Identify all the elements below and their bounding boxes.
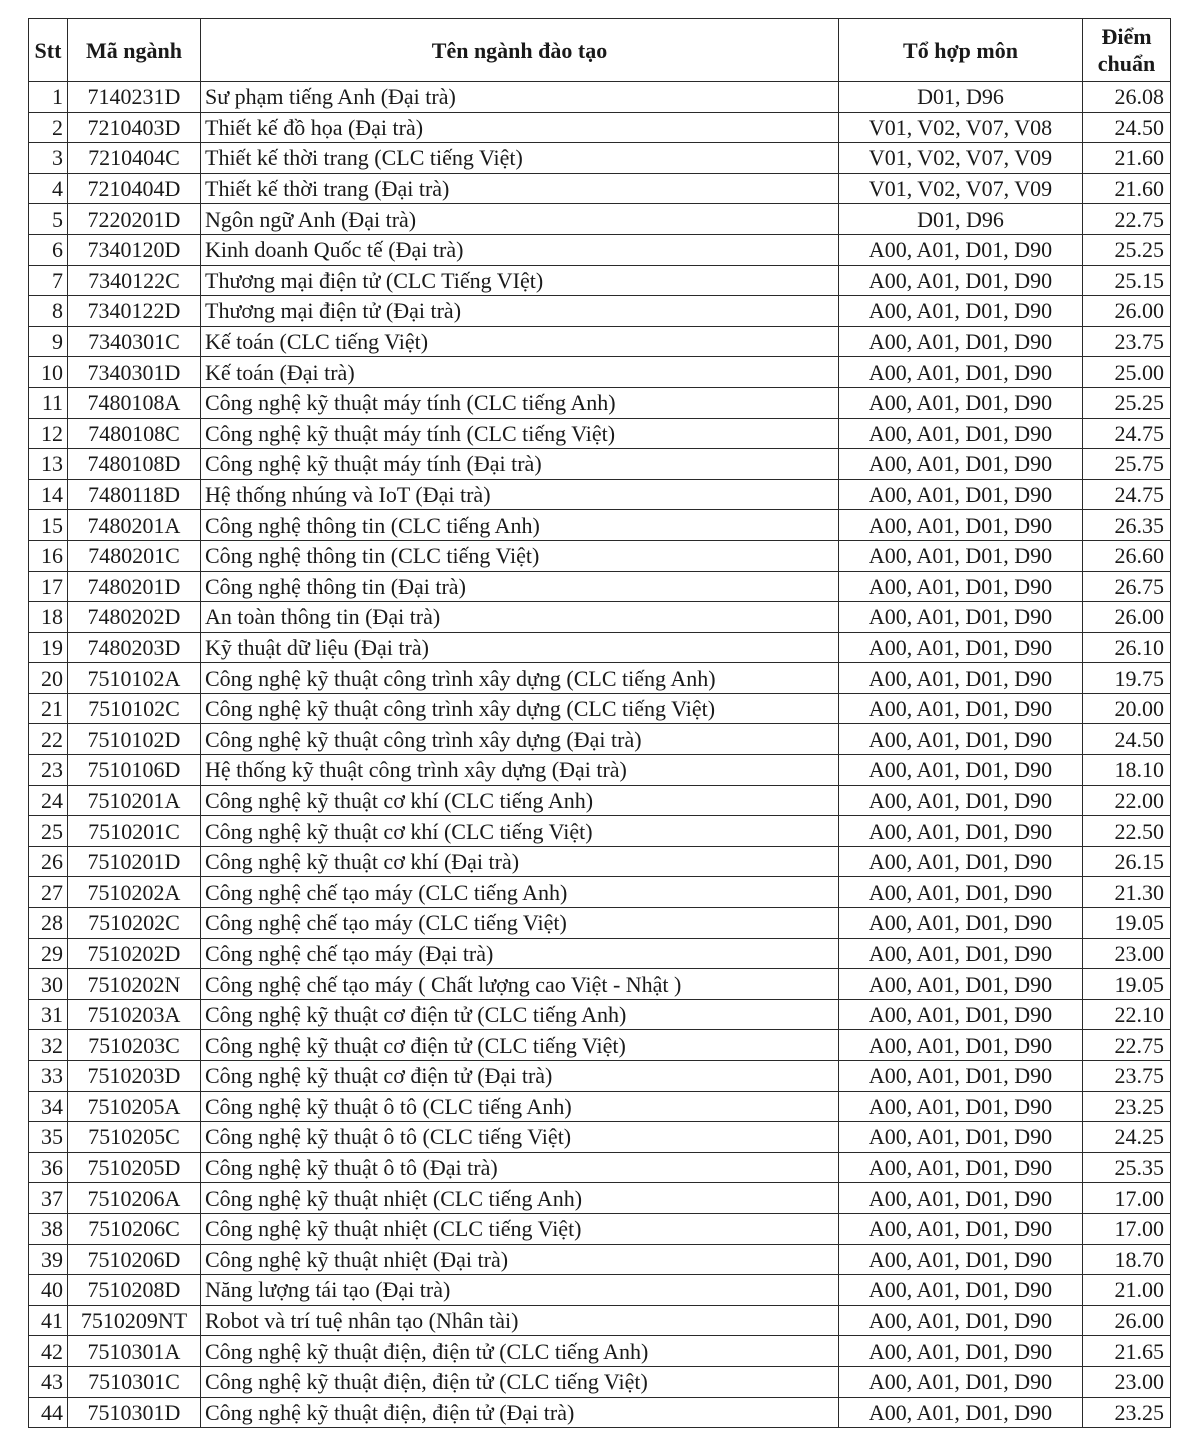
cell-major-name: Công nghệ kỹ thuật cơ khí (Đại trà) xyxy=(201,846,839,877)
cell-stt: 10 xyxy=(29,357,68,388)
table-row xyxy=(29,724,1171,755)
cell-major-code: 7340120D xyxy=(68,234,201,265)
cell-stt: 16 xyxy=(29,540,68,571)
table-row xyxy=(29,173,1171,204)
cell-cutoff-score: 26.75 xyxy=(1083,571,1171,602)
cell-major-name: Công nghệ kỹ thuật công trình xây dựng (Đại trà) xyxy=(201,724,839,755)
table-row xyxy=(29,357,1171,388)
table-row xyxy=(29,112,1171,143)
cell-major-name: Thương mại điện tử (CLC Tiếng VIệt) xyxy=(201,265,839,296)
cell-cutoff-score: 17.00 xyxy=(1083,1183,1171,1214)
cell-cutoff-score: 22.75 xyxy=(1083,1030,1171,1061)
cell-subject-combination: A00, A01, D01, D90 xyxy=(839,1030,1083,1061)
cell-major-code: 7480108A xyxy=(68,387,201,418)
cell-stt: 39 xyxy=(29,1244,68,1275)
cell-cutoff-score: 25.35 xyxy=(1083,1152,1171,1183)
cell-cutoff-score: 26.35 xyxy=(1083,510,1171,541)
cell-major-name: Thiết kế thời trang (Đại trà) xyxy=(201,173,839,204)
cell-stt: 43 xyxy=(29,1366,68,1397)
cell-major-name: Robot và trí tuệ nhân tạo (Nhân tài) xyxy=(201,1305,839,1336)
cell-stt: 19 xyxy=(29,632,68,663)
cell-major-name: Công nghệ kỹ thuật ô tô (CLC tiếng Anh) xyxy=(201,1091,839,1122)
cell-stt: 23 xyxy=(29,755,68,786)
cell-major-code: 7510205D xyxy=(68,1152,201,1183)
cell-cutoff-score: 19.05 xyxy=(1083,908,1171,939)
cell-major-code: 7480118D xyxy=(68,479,201,510)
cell-subject-combination: A00, A01, D01, D90 xyxy=(839,1244,1083,1275)
cell-subject-combination: A00, A01, D01, D90 xyxy=(839,1336,1083,1367)
cell-major-name: Công nghệ kỹ thuật nhiệt (CLC tiếng Việt) xyxy=(201,1213,839,1244)
cell-stt: 21 xyxy=(29,693,68,724)
cell-cutoff-score: 23.75 xyxy=(1083,326,1171,357)
table-row xyxy=(29,969,1171,1000)
cell-cutoff-score: 23.25 xyxy=(1083,1397,1171,1428)
cell-major-code: 7510203A xyxy=(68,999,201,1030)
cell-subject-combination: A00, A01, D01, D90 xyxy=(839,724,1083,755)
cell-stt: 24 xyxy=(29,785,68,816)
cell-major-name: Hệ thống nhúng và IoT (Đại trà) xyxy=(201,479,839,510)
cell-major-code: 7510202A xyxy=(68,877,201,908)
cell-stt: 4 xyxy=(29,173,68,204)
cell-subject-combination: A00, A01, D01, D90 xyxy=(839,1366,1083,1397)
table-row xyxy=(29,1275,1171,1306)
cell-stt: 27 xyxy=(29,877,68,908)
cell-stt: 18 xyxy=(29,602,68,633)
cell-subject-combination: A00, A01, D01, D90 xyxy=(839,418,1083,449)
table-row xyxy=(29,326,1171,357)
cell-major-code: 7510209NT xyxy=(68,1305,201,1336)
table-row xyxy=(29,1061,1171,1092)
cell-cutoff-score: 18.10 xyxy=(1083,755,1171,786)
cell-stt: 13 xyxy=(29,449,68,480)
cell-major-code: 7510202N xyxy=(68,969,201,1000)
cell-major-code: 7480108C xyxy=(68,418,201,449)
cell-major-name: Ngôn ngữ Anh (Đại trà) xyxy=(201,204,839,235)
table-body xyxy=(29,82,1171,1428)
cell-major-code: 7480201C xyxy=(68,540,201,571)
cell-major-code: 7510201A xyxy=(68,785,201,816)
cell-major-name: Công nghệ thông tin (CLC tiếng Anh) xyxy=(201,510,839,541)
table-row xyxy=(29,785,1171,816)
table-row xyxy=(29,1122,1171,1153)
cell-cutoff-score: 25.00 xyxy=(1083,357,1171,388)
cell-stt: 8 xyxy=(29,296,68,327)
cell-stt: 35 xyxy=(29,1122,68,1153)
cell-subject-combination: A00, A01, D01, D90 xyxy=(839,877,1083,908)
cell-major-name: Hệ thống kỹ thuật công trình xây dựng (Đại trà) xyxy=(201,755,839,786)
cell-subject-combination: A00, A01, D01, D90 xyxy=(839,479,1083,510)
table-row xyxy=(29,1366,1171,1397)
cell-subject-combination: A00, A01, D01, D90 xyxy=(839,846,1083,877)
table-row xyxy=(29,846,1171,877)
cell-subject-combination: A00, A01, D01, D90 xyxy=(839,571,1083,602)
table-row xyxy=(29,479,1171,510)
cell-subject-combination: A00, A01, D01, D90 xyxy=(839,296,1083,327)
cell-major-name: Công nghệ kỹ thuật ô tô (Đại trà) xyxy=(201,1152,839,1183)
cell-cutoff-score: 19.05 xyxy=(1083,969,1171,1000)
cell-stt: 36 xyxy=(29,1152,68,1183)
cell-cutoff-score: 23.00 xyxy=(1083,938,1171,969)
cell-major-code: 7510301D xyxy=(68,1397,201,1428)
cell-major-name: Công nghệ chế tạo máy (Đại trà) xyxy=(201,938,839,969)
cell-cutoff-score: 21.65 xyxy=(1083,1336,1171,1367)
cell-major-name: Công nghệ thông tin (Đại trà) xyxy=(201,571,839,602)
cell-major-name: Công nghệ kỹ thuật cơ khí (CLC tiếng Việt) xyxy=(201,816,839,847)
cell-cutoff-score: 23.75 xyxy=(1083,1061,1171,1092)
cell-major-code: 7510206D xyxy=(68,1244,201,1275)
cell-cutoff-score: 22.75 xyxy=(1083,204,1171,235)
table-row xyxy=(29,602,1171,633)
admission-scores-sheet xyxy=(28,18,1171,1428)
cell-subject-combination: A00, A01, D01, D90 xyxy=(839,908,1083,939)
cell-major-name: Công nghệ chế tạo máy (CLC tiếng Anh) xyxy=(201,877,839,908)
cell-stt: 32 xyxy=(29,1030,68,1061)
cell-major-code: 7340122D xyxy=(68,296,201,327)
table-row xyxy=(29,1213,1171,1244)
cell-major-code: 7510206A xyxy=(68,1183,201,1214)
cell-stt: 40 xyxy=(29,1275,68,1306)
cell-major-name: Thương mại điện tử (Đại trà) xyxy=(201,296,839,327)
cell-cutoff-score: 23.25 xyxy=(1083,1091,1171,1122)
cell-stt: 17 xyxy=(29,571,68,602)
cell-subject-combination: A00, A01, D01, D90 xyxy=(839,816,1083,847)
cell-cutoff-score: 25.75 xyxy=(1083,449,1171,480)
cell-stt: 30 xyxy=(29,969,68,1000)
cell-cutoff-score: 25.25 xyxy=(1083,387,1171,418)
cell-subject-combination: A00, A01, D01, D90 xyxy=(839,999,1083,1030)
cell-major-code: 7480108D xyxy=(68,449,201,480)
cell-major-code: 7510102A xyxy=(68,663,201,694)
cell-cutoff-score: 18.70 xyxy=(1083,1244,1171,1275)
cell-subject-combination: V01, V02, V07, V09 xyxy=(839,173,1083,204)
cell-cutoff-score: 26.15 xyxy=(1083,846,1171,877)
cell-subject-combination: A00, A01, D01, D90 xyxy=(839,234,1083,265)
cell-stt: 6 xyxy=(29,234,68,265)
table-row xyxy=(29,265,1171,296)
cell-subject-combination: A00, A01, D01, D90 xyxy=(839,357,1083,388)
cell-major-code: 7510201D xyxy=(68,846,201,877)
cell-major-name: Công nghệ kỹ thuật cơ khí (CLC tiếng Anh) xyxy=(201,785,839,816)
cell-major-name: An toàn thông tin (Đại trà) xyxy=(201,602,839,633)
cell-major-name: Kế toán (CLC tiếng Việt) xyxy=(201,326,839,357)
cell-major-code: 7510202C xyxy=(68,908,201,939)
cell-cutoff-score: 17.00 xyxy=(1083,1213,1171,1244)
cell-major-code: 7510208D xyxy=(68,1275,201,1306)
cell-stt: 2 xyxy=(29,112,68,143)
cell-cutoff-score: 24.50 xyxy=(1083,724,1171,755)
cell-stt: 42 xyxy=(29,1336,68,1367)
cell-cutoff-score: 21.00 xyxy=(1083,1275,1171,1306)
cell-major-name: Công nghệ chế tạo máy ( Chất lượng cao Việt - Nhật ) xyxy=(201,969,839,1000)
cell-stt: 26 xyxy=(29,846,68,877)
cell-stt: 28 xyxy=(29,908,68,939)
cell-stt: 29 xyxy=(29,938,68,969)
cell-major-name: Công nghệ kỹ thuật điện, điện tử (Đại trà) xyxy=(201,1397,839,1428)
cell-stt: 3 xyxy=(29,143,68,174)
table-row xyxy=(29,204,1171,235)
table-row xyxy=(29,1244,1171,1275)
cell-major-name: Công nghệ kỹ thuật máy tính (CLC tiếng Việt) xyxy=(201,418,839,449)
cell-major-code: 7510203C xyxy=(68,1030,201,1061)
cell-cutoff-score: 21.60 xyxy=(1083,143,1171,174)
cell-stt: 38 xyxy=(29,1213,68,1244)
cell-major-name: Công nghệ kỹ thuật máy tính (CLC tiếng Anh) xyxy=(201,387,839,418)
header-row xyxy=(29,19,1171,82)
cell-subject-combination: A00, A01, D01, D90 xyxy=(839,449,1083,480)
cell-subject-combination: A00, A01, D01, D90 xyxy=(839,938,1083,969)
cell-major-code: 7210404C xyxy=(68,143,201,174)
cell-major-code: 7510202D xyxy=(68,938,201,969)
table-row xyxy=(29,82,1171,113)
cell-stt: 5 xyxy=(29,204,68,235)
cell-major-code: 7340122C xyxy=(68,265,201,296)
cell-cutoff-score: 26.08 xyxy=(1083,82,1171,113)
table-row xyxy=(29,143,1171,174)
table-row xyxy=(29,663,1171,694)
cell-cutoff-score: 22.00 xyxy=(1083,785,1171,816)
cell-cutoff-score: 21.30 xyxy=(1083,877,1171,908)
cell-major-name: Công nghệ kỹ thuật cơ điện tử (CLC tiếng Việt) xyxy=(201,1030,839,1061)
cell-major-name: Công nghệ kỹ thuật máy tính (Đại trà) xyxy=(201,449,839,480)
cell-major-code: 7510102D xyxy=(68,724,201,755)
table-row xyxy=(29,908,1171,939)
cell-major-name: Công nghệ kỹ thuật điện, điện tử (CLC tiếng Anh) xyxy=(201,1336,839,1367)
cell-subject-combination: A00, A01, D01, D90 xyxy=(839,1213,1083,1244)
cell-major-name: Thiết kế thời trang (CLC tiếng Việt) xyxy=(201,143,839,174)
cell-major-code: 7480201D xyxy=(68,571,201,602)
cell-subject-combination: A00, A01, D01, D90 xyxy=(839,755,1083,786)
cell-major-name: Công nghệ kỹ thuật điện, điện tử (CLC tiếng Việt) xyxy=(201,1366,839,1397)
cell-cutoff-score: 19.75 xyxy=(1083,663,1171,694)
table-row xyxy=(29,1336,1171,1367)
table-row xyxy=(29,234,1171,265)
table-row xyxy=(29,877,1171,908)
cell-cutoff-score: 21.60 xyxy=(1083,173,1171,204)
cell-major-code: 7480201A xyxy=(68,510,201,541)
cell-major-name: Công nghệ kỹ thuật nhiệt (Đại trà) xyxy=(201,1244,839,1275)
table-row xyxy=(29,1183,1171,1214)
cell-cutoff-score: 23.00 xyxy=(1083,1366,1171,1397)
cell-major-name: Kinh doanh Quốc tế (Đại trà) xyxy=(201,234,839,265)
header-stt: Stt xyxy=(29,19,68,82)
header-subject-combination: Tổ hợp môn xyxy=(839,19,1083,82)
cell-subject-combination: A00, A01, D01, D90 xyxy=(839,693,1083,724)
table-row xyxy=(29,510,1171,541)
cell-subject-combination: A00, A01, D01, D90 xyxy=(839,969,1083,1000)
cell-cutoff-score: 26.00 xyxy=(1083,1305,1171,1336)
cell-subject-combination: A00, A01, D01, D90 xyxy=(839,1183,1083,1214)
cell-subject-combination: A00, A01, D01, D90 xyxy=(839,510,1083,541)
cell-stt: 11 xyxy=(29,387,68,418)
cell-subject-combination: A00, A01, D01, D90 xyxy=(839,1152,1083,1183)
table-row xyxy=(29,1397,1171,1428)
table-header xyxy=(29,19,1171,82)
table-row xyxy=(29,693,1171,724)
cell-subject-combination: A00, A01, D01, D90 xyxy=(839,785,1083,816)
cell-major-name: Công nghệ kỹ thuật cơ điện tử (Đại trà) xyxy=(201,1061,839,1092)
header-major-code: Mã ngành xyxy=(68,19,201,82)
cell-major-name: Công nghệ kỹ thuật ô tô (CLC tiếng Việt) xyxy=(201,1122,839,1153)
cell-subject-combination: A00, A01, D01, D90 xyxy=(839,663,1083,694)
cell-major-name: Công nghệ kỹ thuật công trình xây dựng (CLC tiếng Anh) xyxy=(201,663,839,694)
cell-major-name: Sư phạm tiếng Anh (Đại trà) xyxy=(201,82,839,113)
cell-major-code: 7220201D xyxy=(68,204,201,235)
cell-subject-combination: A00, A01, D01, D90 xyxy=(839,1122,1083,1153)
cell-cutoff-score: 20.00 xyxy=(1083,693,1171,724)
cell-stt: 9 xyxy=(29,326,68,357)
cell-subject-combination: A00, A01, D01, D90 xyxy=(839,265,1083,296)
header-major-name: Tên ngành đào tạo xyxy=(201,19,839,82)
cell-cutoff-score: 24.25 xyxy=(1083,1122,1171,1153)
cell-stt: 33 xyxy=(29,1061,68,1092)
cell-cutoff-score: 26.00 xyxy=(1083,602,1171,633)
cell-subject-combination: A00, A01, D01, D90 xyxy=(839,540,1083,571)
cell-subject-combination: A00, A01, D01, D90 xyxy=(839,1091,1083,1122)
table-row xyxy=(29,632,1171,663)
cell-stt: 14 xyxy=(29,479,68,510)
cell-major-code: 7480203D xyxy=(68,632,201,663)
cell-major-code: 7510205C xyxy=(68,1122,201,1153)
admission-scores-table xyxy=(28,18,1171,1428)
cell-major-name: Công nghệ thông tin (CLC tiếng Việt) xyxy=(201,540,839,571)
cell-subject-combination: V01, V02, V07, V08 xyxy=(839,112,1083,143)
cell-stt: 22 xyxy=(29,724,68,755)
cell-stt: 1 xyxy=(29,82,68,113)
table-row xyxy=(29,1152,1171,1183)
cell-subject-combination: A00, A01, D01, D90 xyxy=(839,632,1083,663)
cell-subject-combination: V01, V02, V07, V09 xyxy=(839,143,1083,174)
cell-cutoff-score: 26.00 xyxy=(1083,296,1171,327)
cell-stt: 15 xyxy=(29,510,68,541)
table-row xyxy=(29,418,1171,449)
cell-major-name: Kế toán (Đại trà) xyxy=(201,357,839,388)
cell-major-code: 7510106D xyxy=(68,755,201,786)
cell-major-name: Thiết kế đồ họa (Đại trà) xyxy=(201,112,839,143)
cell-major-code: 7510301C xyxy=(68,1366,201,1397)
cell-cutoff-score: 22.50 xyxy=(1083,816,1171,847)
cell-major-code: 7340301C xyxy=(68,326,201,357)
cell-stt: 25 xyxy=(29,816,68,847)
cell-subject-combination: A00, A01, D01, D90 xyxy=(839,326,1083,357)
cell-stt: 7 xyxy=(29,265,68,296)
cell-subject-combination: A00, A01, D01, D90 xyxy=(839,1275,1083,1306)
cell-major-code: 7510206C xyxy=(68,1213,201,1244)
table-row xyxy=(29,1305,1171,1336)
cell-cutoff-score: 25.15 xyxy=(1083,265,1171,296)
header-cutoff-score: Điểm chuẩn xyxy=(1083,19,1171,82)
table-row xyxy=(29,755,1171,786)
table-row xyxy=(29,540,1171,571)
cell-cutoff-score: 24.75 xyxy=(1083,479,1171,510)
cell-stt: 37 xyxy=(29,1183,68,1214)
cell-major-code: 7510301A xyxy=(68,1336,201,1367)
table-row xyxy=(29,816,1171,847)
cell-subject-combination: A00, A01, D01, D90 xyxy=(839,1397,1083,1428)
cell-major-code: 7480202D xyxy=(68,602,201,633)
cell-cutoff-score: 24.75 xyxy=(1083,418,1171,449)
cell-major-code: 7510205A xyxy=(68,1091,201,1122)
table-row xyxy=(29,449,1171,480)
table-row xyxy=(29,296,1171,327)
cell-major-name: Công nghệ kỹ thuật công trình xây dựng (CLC tiếng Việt) xyxy=(201,693,839,724)
cell-cutoff-score: 25.25 xyxy=(1083,234,1171,265)
cell-subject-combination: D01, D96 xyxy=(839,82,1083,113)
cell-subject-combination: A00, A01, D01, D90 xyxy=(839,602,1083,633)
cell-major-name: Năng lượng tái tạo (Đại trà) xyxy=(201,1275,839,1306)
table-row xyxy=(29,1030,1171,1061)
cell-subject-combination: A00, A01, D01, D90 xyxy=(839,1305,1083,1336)
table-row xyxy=(29,938,1171,969)
cell-major-name: Công nghệ kỹ thuật nhiệt (CLC tiếng Anh) xyxy=(201,1183,839,1214)
table-row xyxy=(29,387,1171,418)
cell-major-code: 7510201C xyxy=(68,816,201,847)
cell-major-code: 7510203D xyxy=(68,1061,201,1092)
cell-major-code: 7210403D xyxy=(68,112,201,143)
cell-stt: 44 xyxy=(29,1397,68,1428)
cell-major-name: Công nghệ chế tạo máy (CLC tiếng Việt) xyxy=(201,908,839,939)
cell-stt: 20 xyxy=(29,663,68,694)
cell-major-code: 7340301D xyxy=(68,357,201,388)
cell-cutoff-score: 26.10 xyxy=(1083,632,1171,663)
cell-major-name: Công nghệ kỹ thuật cơ điện tử (CLC tiếng Anh) xyxy=(201,999,839,1030)
cell-major-name: Kỹ thuật dữ liệu (Đại trà) xyxy=(201,632,839,663)
cell-stt: 34 xyxy=(29,1091,68,1122)
cell-subject-combination: A00, A01, D01, D90 xyxy=(839,1061,1083,1092)
table-row xyxy=(29,1091,1171,1122)
cell-subject-combination: A00, A01, D01, D90 xyxy=(839,387,1083,418)
table-row xyxy=(29,999,1171,1030)
cell-cutoff-score: 22.10 xyxy=(1083,999,1171,1030)
cell-stt: 41 xyxy=(29,1305,68,1336)
cell-major-code: 7140231D xyxy=(68,82,201,113)
cell-stt: 31 xyxy=(29,999,68,1030)
cell-cutoff-score: 26.60 xyxy=(1083,540,1171,571)
cell-major-code: 7510102C xyxy=(68,693,201,724)
cell-subject-combination: D01, D96 xyxy=(839,204,1083,235)
cell-stt: 12 xyxy=(29,418,68,449)
table-row xyxy=(29,571,1171,602)
cell-major-code: 7210404D xyxy=(68,173,201,204)
cell-cutoff-score: 24.50 xyxy=(1083,112,1171,143)
